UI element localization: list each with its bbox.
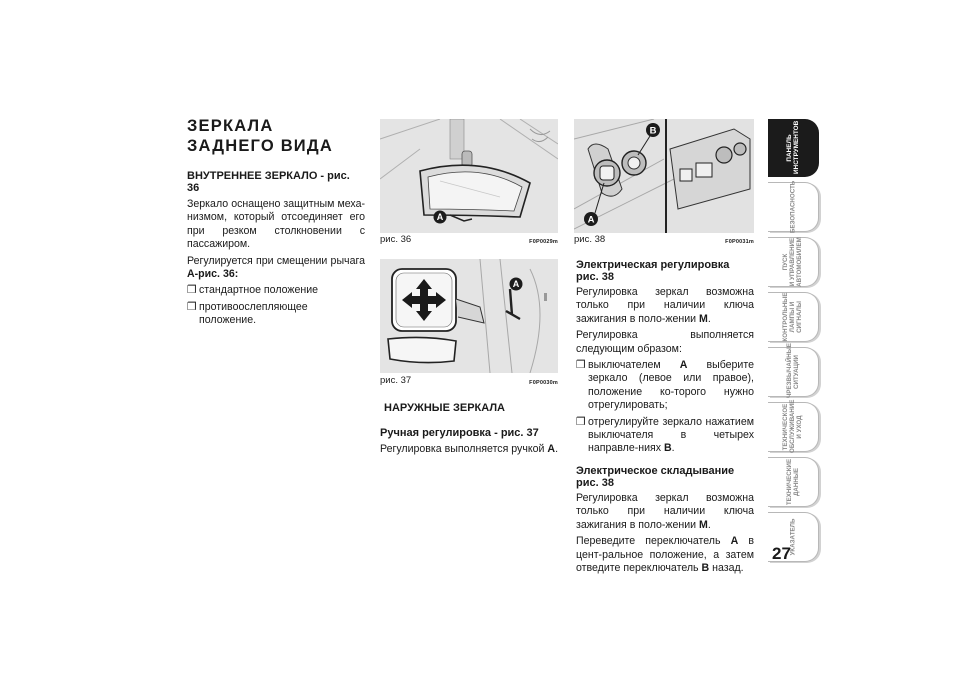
- figure-37-caption: [380, 375, 558, 386]
- electric-adjust-heading-2: рис. 38: [576, 271, 614, 283]
- tab-warning-lights[interactable]: [768, 292, 819, 342]
- tab-label: КОНТРОЛЬНЫЕ ЛАМПЫ И СИГНАЛЫ: [782, 292, 804, 342]
- figure-37-image: [380, 259, 558, 373]
- figure-37-code: F0P0030m: [529, 380, 558, 386]
- label-a: A: [512, 279, 520, 289]
- figure-36-caption: [380, 234, 558, 245]
- label-a: A: [587, 214, 595, 226]
- internal-mirror-para2-text: Регулируется при смещении рычага: [187, 254, 365, 267]
- figure-38-label: рис. 38: [574, 234, 606, 245]
- tab-label: УКАЗАТЕЛЬ: [789, 518, 797, 556]
- list-item: [187, 301, 365, 328]
- list-item: [576, 359, 754, 413]
- tab-safety[interactable]: [768, 182, 819, 232]
- tab-maintenance[interactable]: [768, 399, 819, 453]
- tab-label: ТЕХНИЧЕСКИЕ ДАННЫЕ: [785, 458, 800, 506]
- figure-36-label: рис. 36: [380, 234, 412, 245]
- bullet2-ref: B: [664, 442, 672, 455]
- bullet-text: отрегулируйте зеркало нажатием выключателя в четырех направле-ниях B.: [588, 415, 754, 455]
- tab-label: ТЕХНИЧЕСКОЕ ОБСЛУЖИВАНИЕ И УХОД: [782, 399, 804, 453]
- electric-fold-para2: [576, 535, 754, 575]
- exterior-mirror-illustration: [380, 259, 558, 373]
- bullet1-pre: выключателем: [588, 359, 661, 372]
- internal-mirror-para1: Зеркало оснащено защитным меха-низмом, который отсоединяет его при резком столкновении с пассажиром.: [187, 198, 365, 251]
- tab-label: ПУСК И УПРАВЛЕНИЕ АВТОМОБИЛЕМ: [782, 237, 804, 287]
- tab-label: ПАНЕЛЬ ИНСТРУМЕНТОВ: [785, 120, 800, 174]
- fold-ref2: B: [701, 561, 710, 574]
- bullet-mark: ❒: [576, 415, 586, 428]
- internal-mirror-para2: [187, 255, 365, 282]
- electric-adjust-heading-1: Электрическая регулировка: [576, 259, 730, 271]
- electric-fold-heading-2: рис. 38: [576, 476, 614, 489]
- list-item: [576, 416, 754, 456]
- fold-ref1: A: [730, 535, 739, 548]
- figure-37-label: рис. 37: [380, 375, 412, 386]
- bullet-text: [588, 359, 754, 413]
- figure-38-caption: [574, 234, 754, 245]
- tab-instrument-panel[interactable]: [768, 119, 819, 177]
- bullet1-ref: A: [679, 359, 688, 372]
- figure-36-code: F0P0029m: [529, 239, 558, 245]
- section-title: ЗЕРКАЛА ЗАДНЕГО ВИДА: [187, 117, 333, 155]
- manual-adjust-body: Регулировка выполняется ручкой: [380, 443, 545, 455]
- bullet-text: стандартное положение: [199, 284, 319, 297]
- electric-fold-para1: Регулировка зеркал возможна только при наличии ключа зажигания в поло-жении M.: [576, 491, 754, 531]
- electric-section: [576, 259, 754, 575]
- chapter-tabs: [768, 119, 820, 567]
- manual-adjust-text: Регулировка выполняется ручкой A.: [380, 443, 559, 455]
- electric-adjust-para2: Регулировка выполняется следующим образом:: [576, 329, 754, 355]
- tab-label: ЧРЕЗВЫЧАЙНЫЕ СИТУАЦИИ: [785, 343, 800, 398]
- page-number: 27: [772, 544, 791, 563]
- fold-post: назад.: [712, 561, 744, 574]
- figure-38-code: F0P0031m: [725, 239, 754, 245]
- electric-adjust-para1-ref: M: [699, 312, 708, 325]
- electric-adjust-para1-text: Регулировка зеркал возможна только при наличии ключа зажигания в поло-жении: [576, 286, 754, 325]
- bullet2-pre: отрегулируйте зеркало нажатием выключателя в четырех направле-ниях: [588, 415, 754, 455]
- mirror-switch-illustration: [574, 119, 754, 233]
- bullet1-post: выберите зеркало (левое или правое), положение ко-торого нужно отрегулировать;: [588, 359, 754, 412]
- bullet-mark: ❒: [187, 284, 197, 297]
- bullet-text: противоослепляющее положение.: [199, 300, 308, 327]
- interior-mirror-illustration: [380, 119, 558, 233]
- manual-adjust-ref: A: [547, 443, 556, 455]
- label-a: A: [436, 212, 444, 222]
- tab-starting-driving[interactable]: [768, 237, 819, 287]
- figure-36-image: [380, 119, 558, 233]
- electric-fold-para1-text: Регулировка зеркал возможна только при наличии ключа зажигания в поло-жении: [576, 491, 754, 531]
- fold-pre: Переведите переключатель: [576, 535, 721, 548]
- figure-38-image: [574, 119, 754, 233]
- manual-adjust-heading: Ручная регулировка - рис. 37: [380, 427, 539, 439]
- electric-fold-para1-ref: M: [699, 518, 708, 531]
- internal-mirror-heading: ВНУТРЕННЕЕ ЗЕРКАЛО - рис. 36: [187, 170, 350, 194]
- electric-adjust-para1: Регулировка зеркал возможна только при наличии ключа зажигания в поло-жении M.: [576, 286, 754, 325]
- bullet-mark: ❒: [187, 300, 197, 313]
- list-item: [187, 284, 365, 297]
- tab-emergency[interactable]: [768, 343, 819, 398]
- fold-mid: в цент-ральное положение, а затем отведите переключатель: [576, 535, 755, 574]
- tab-technical-data[interactable]: [768, 457, 819, 507]
- electric-fold-heading-1: Электрическое складывание: [576, 464, 735, 477]
- tab-label: БЕЗОПАСНОСТЬ: [789, 180, 797, 233]
- external-mirrors-heading: НАРУЖНЫЕ ЗЕРКАЛА: [384, 402, 505, 414]
- internal-mirror-section: [187, 170, 365, 328]
- bullet-mark: ❒: [576, 359, 586, 372]
- external-mirrors-section: [380, 402, 558, 456]
- internal-mirror-para2-ref: A-рис. 36:: [187, 268, 239, 281]
- label-b: B: [649, 125, 657, 137]
